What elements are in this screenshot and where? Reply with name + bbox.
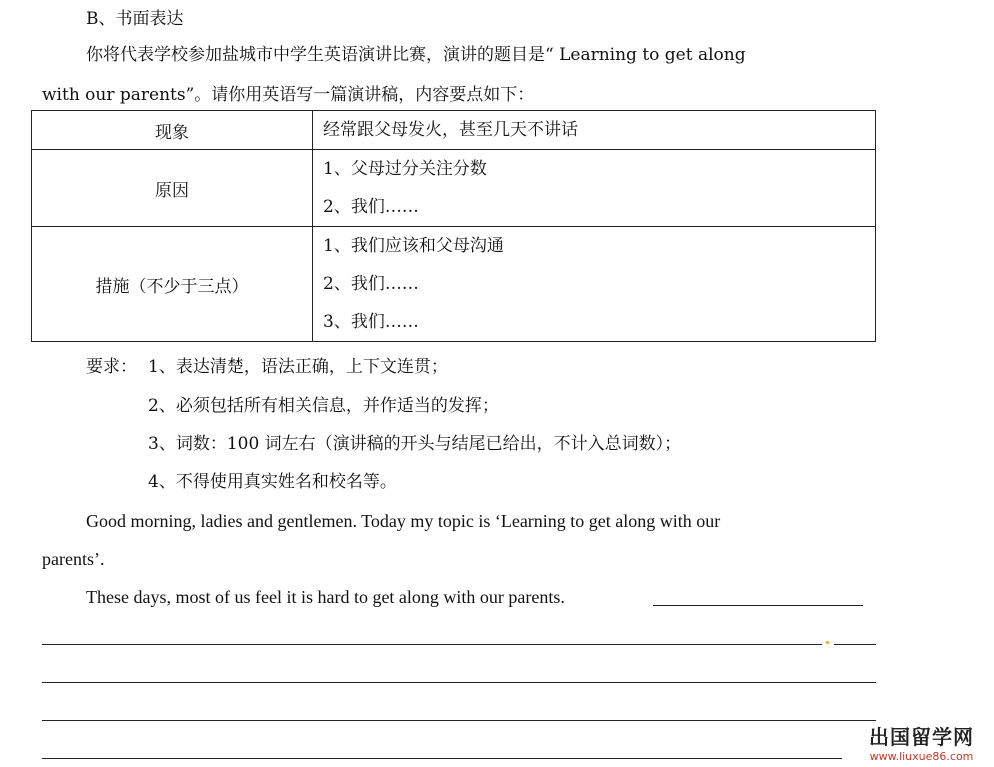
- requirements-intro: 要求：: [86, 357, 137, 377]
- watermark-title: 出国留学网: [869, 725, 974, 749]
- speech-opening-line-2: parents’.: [42, 549, 105, 569]
- section-heading: B、书面表达: [86, 9, 184, 29]
- row-content-reason: [313, 150, 876, 227]
- requirement-item: 2、必须包括所有相关信息，并作适当的发挥；: [148, 396, 499, 416]
- answer-blank[interactable]: [42, 720, 876, 721]
- requirement-item: 4、不得使用真实姓名和校名等。: [148, 472, 397, 492]
- requirement-item: 3、词数：100 词左右（演讲稿的开头与结尾已给出，不计入总词数）；: [148, 434, 682, 454]
- prompt-line-1: 你将代表学校参加盐城市中学生英语演讲比赛，演讲的题目是“ Learning to get along: [86, 45, 746, 65]
- row-label-measures: 措施（不少于三点）: [32, 227, 313, 342]
- measure-item: 3、我们……: [323, 312, 419, 332]
- reason-item: 2、我们……: [323, 197, 419, 217]
- measure-item: 2、我们……: [323, 274, 419, 294]
- row-label-reason: 原因: [32, 150, 313, 227]
- prompt-line-2: with our parents”。请你用英语写一篇演讲稿，内容要点如下：: [42, 85, 535, 105]
- speech-opening-line-1: Good morning, ladies and gentlemen. Today my topic is ‘Learning to get along with our: [86, 511, 721, 531]
- row-label-phenomenon: 现象: [32, 111, 313, 150]
- table-row: [32, 227, 876, 342]
- answer-blank[interactable]: [834, 644, 876, 645]
- table-row: [32, 111, 876, 150]
- row-content-phenomenon: 经常跟父母发火，甚至几天不讲话: [313, 111, 876, 150]
- answer-blank[interactable]: [653, 605, 863, 606]
- answer-blank[interactable]: [42, 644, 822, 645]
- content-points-table: [31, 110, 876, 342]
- answer-blank[interactable]: [42, 682, 876, 683]
- reason-item: 1、父母过分关注分数: [323, 159, 487, 179]
- table-row: [32, 150, 876, 227]
- orange-dot: [826, 641, 829, 644]
- site-watermark: [869, 721, 974, 763]
- row-content-measures: [313, 227, 876, 342]
- speech-first-sentence: These days, most of us feel it is hard to get along with our parents.: [86, 587, 565, 607]
- requirement-item: 1、表达清楚，语法正确，上下文连贯；: [148, 357, 448, 377]
- measure-item: 1、我们应该和父母沟通: [323, 236, 504, 256]
- answer-blank[interactable]: [42, 758, 842, 759]
- watermark-url: www.liuxue86.com: [869, 750, 974, 763]
